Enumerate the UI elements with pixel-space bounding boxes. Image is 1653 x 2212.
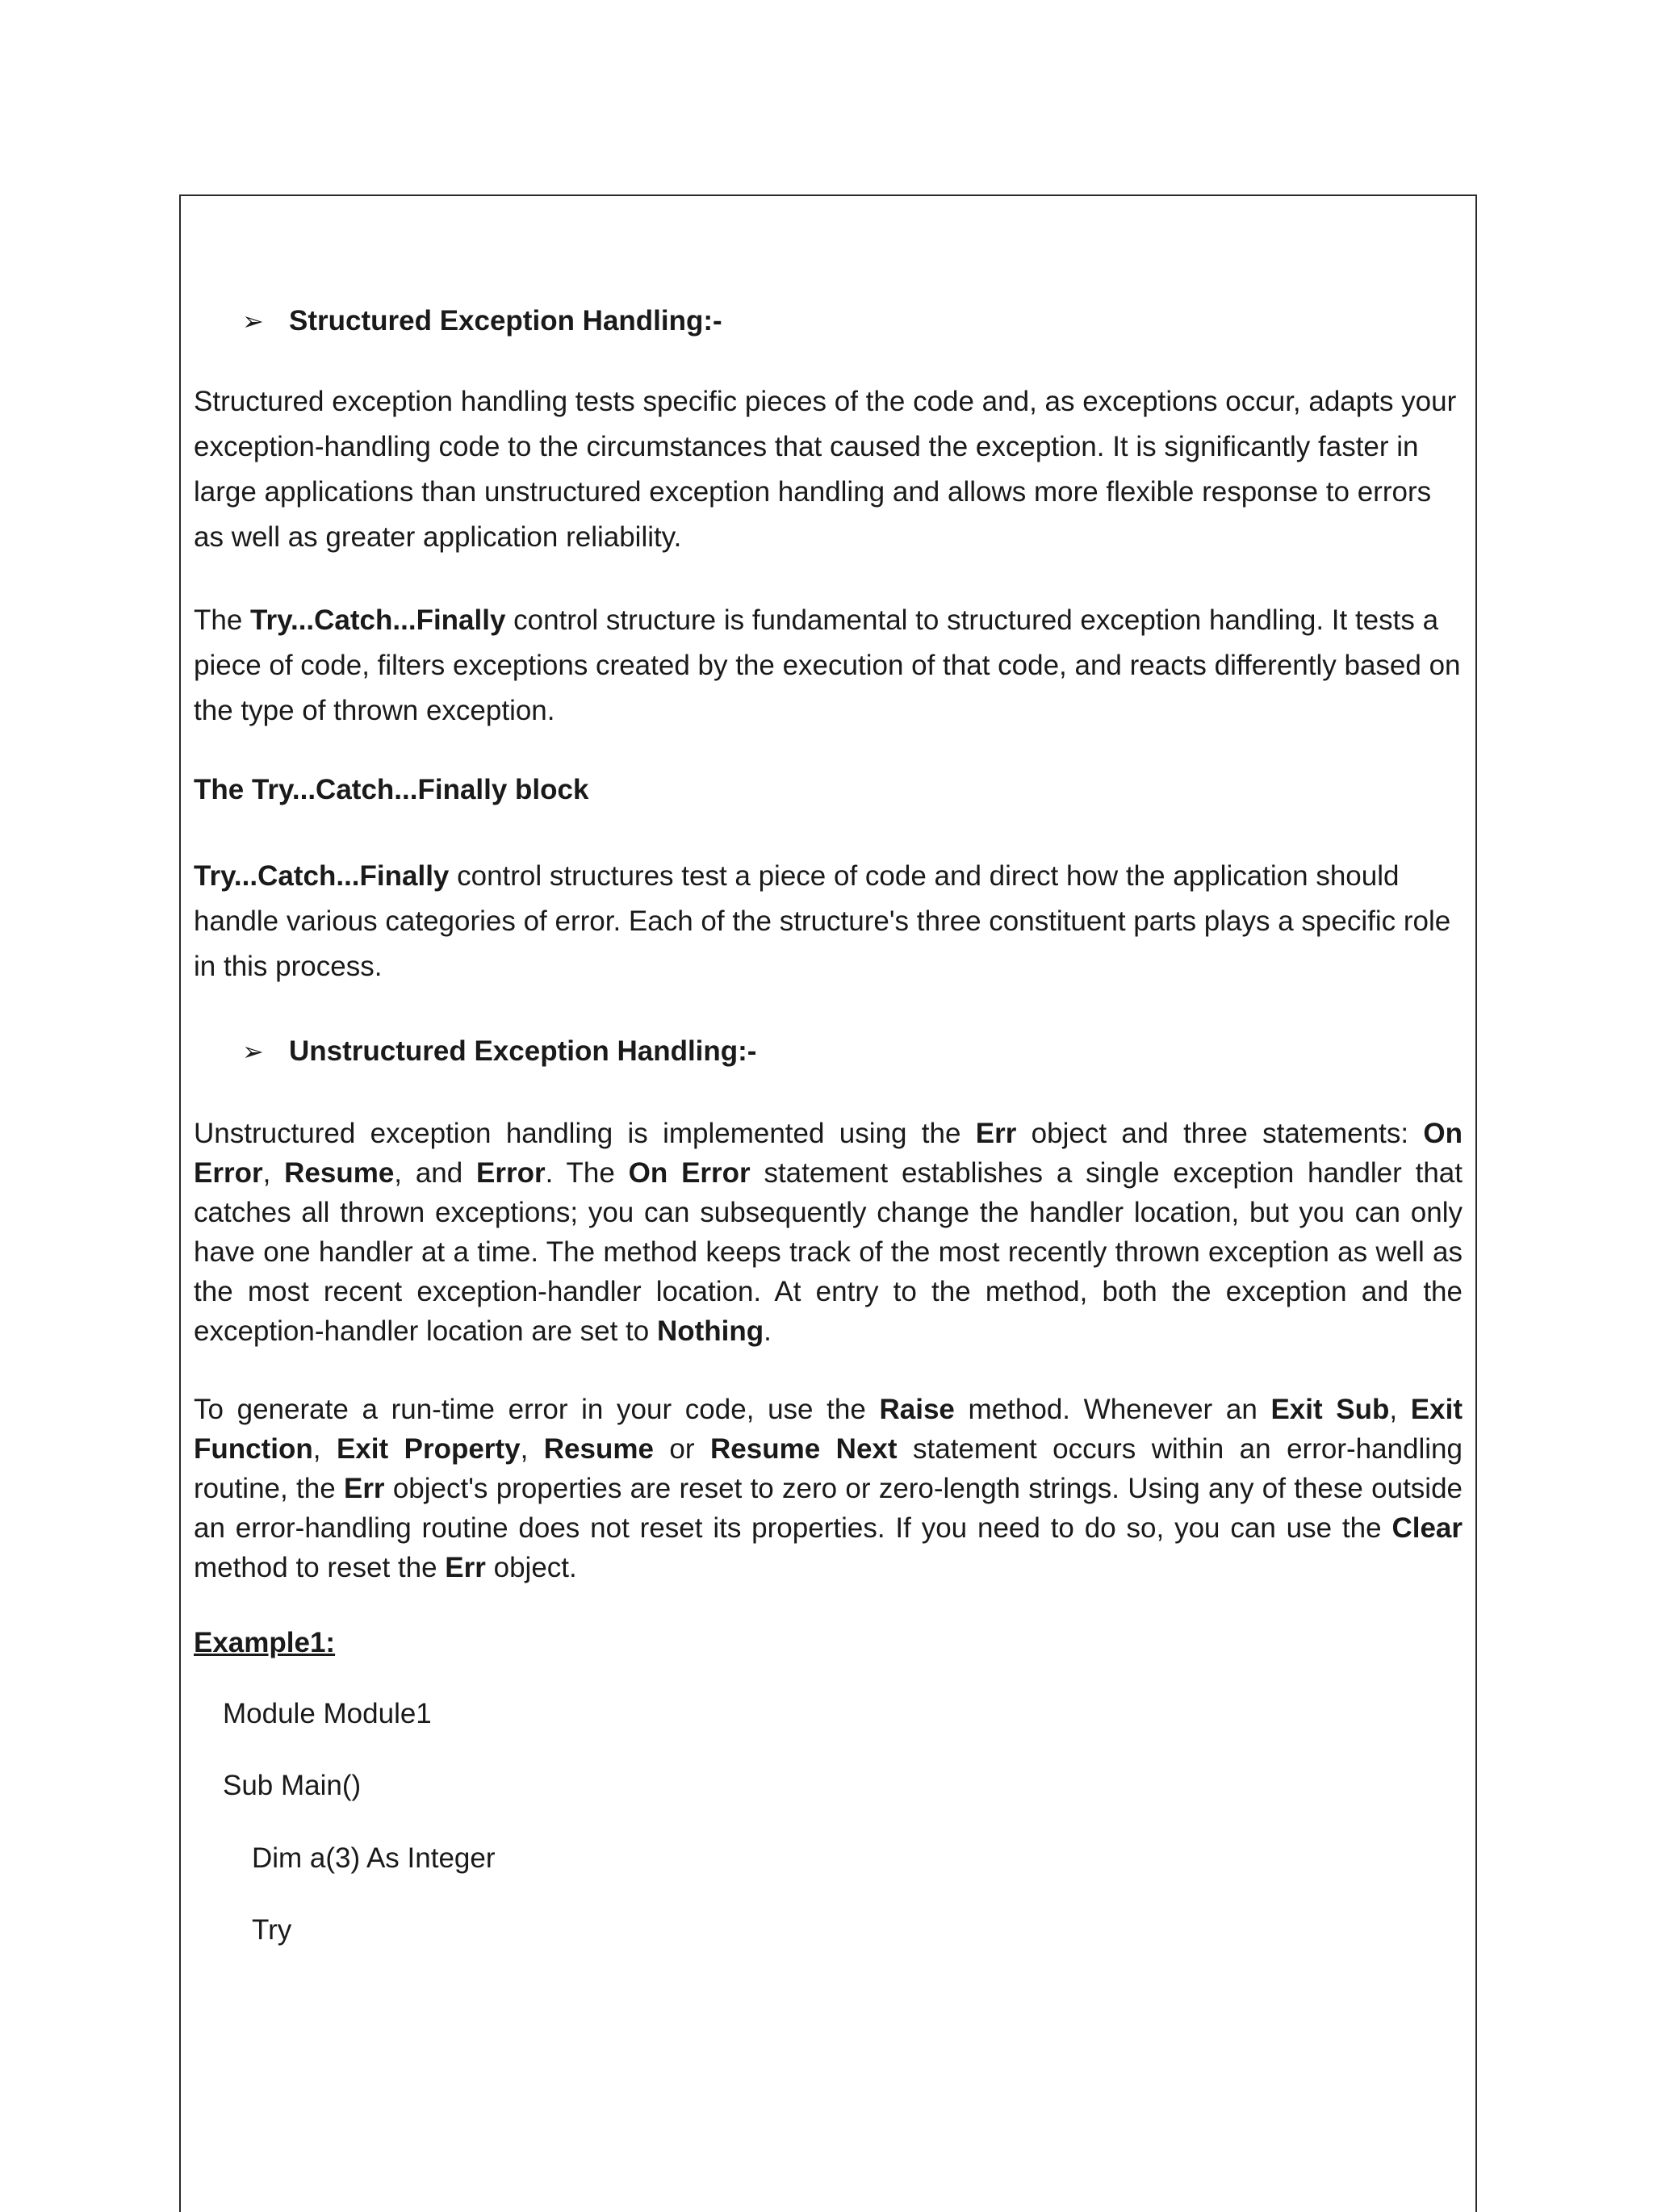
example-title: Example1: [194,1627,336,1658]
try-catch-subheading: The Try...Catch...Finally block [194,774,589,805]
unstructured-heading: ➢ Unstructured Exception Handling:- [242,1035,757,1067]
code-line: Dim a(3) As Integer [252,1842,496,1874]
arrow-bullet-icon: ➢ [242,307,264,336]
structured-paragraph: Structured exception handling tests specific pieces of the code and, as exceptions occur, adapts your exception-handling code to the circumstances that caused the exception. It is significantly faster in large applications than unstructured exception handling and allows more flexible response to errors as well as greater application reliability. [194,386,1457,553]
code-line: Sub Main() [223,1770,362,1801]
code-line: Module Module1 [223,1698,432,1729]
structured-heading: ➢ Structured Exception Handling:- [242,305,722,337]
raise-paragraph: To generate a run-time error in your code, use the Raise method. Whenever an Exit Sub, Exit Function, Exit Property, Resume or Resume Next statement occurs within an error-handling routine, the Err object's properties are reset to zero or zero-length strings. Using any of these outside an error-handling routine does not reset its properties. If you need to do so, you can use the Clear method to reset the Err object. [194,1394,1463,1583]
try-catch-paragraph: The Try...Catch...Finally control structure is fundamental to structured exception handling. It tests a piece of code, filters exceptions created by the execution of that code, and reacts differently based on the type of thrown exception. [194,604,1461,726]
unstructured-paragraph: Unstructured exception handling is implemented using the Err object and three statements: On Error, Resume, and Error. The On Error statement establishes a single exception handler that catches all thrown exceptions; you can subsequently change the handler location, but you can only have one handler at a time. The method keeps track of the most recently thrown exception as well as the most recent exception-handler location. At entry to the method, both the exception and the exception-handler location are set to Nothing. [194,1118,1463,1347]
try-catch-block-paragraph: Try...Catch...Finally control structures test a piece of code and direct how the application should handle various categories of error. Each of the structure's three constituent parts plays a specific role in this process. [194,860,1451,982]
code-line: Try [252,1914,292,1946]
arrow-bullet-icon: ➢ [242,1037,264,1066]
